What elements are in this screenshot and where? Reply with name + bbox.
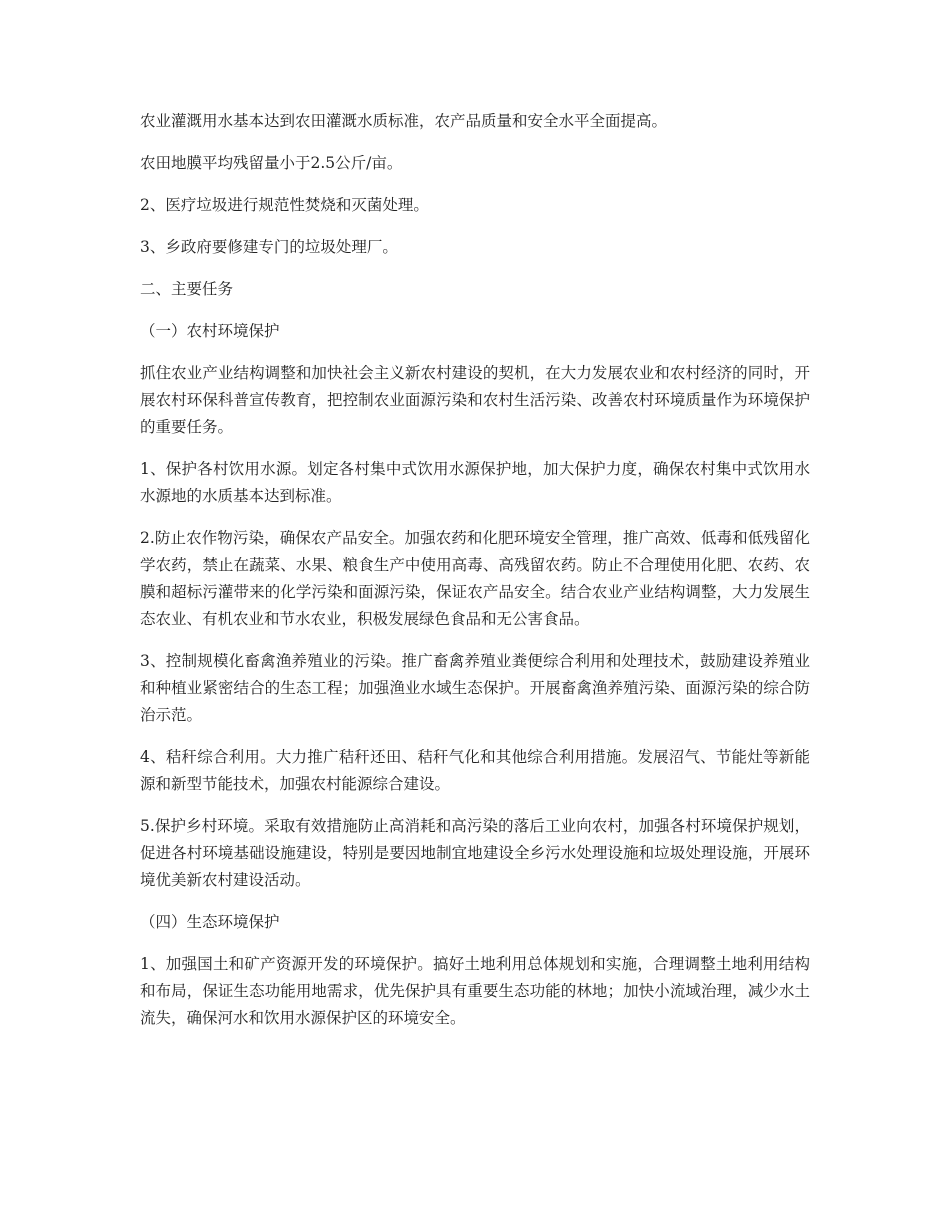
paragraph-medical-waste: 2、医疗垃圾进行规范性焚烧和灭菌处理。 (140, 196, 429, 214)
paragraph-livestock-pollution: 3、控制规模化畜禽渔养殖业的污染。推广畜禽养殖业粪便综合利用和处理技术，鼓励建设养殖业和种植业紧密结合的生态工程；加强渔业水域生态保护。开展畜禽渔养殖污染、面源污染的综合防治示范。 (140, 652, 810, 724)
paragraph-straw-utilization: 4、秸秆综合利用。大力推广秸秆还田、秸秆气化和其他综合利用措施。发展沼气、节能灶等新能源和新型节能技术，加强农村能源综合建设。 (140, 748, 810, 793)
paragraph-village-environment: 5.保护乡村环境。采取有效措施防止高消耗和高污染的落后工业向农村，加强各村环境保护规划，促进各村环境基础设施建设，特别是要因地制宜地建设全乡污水处理设施和垃圾处理设施，开展环境优美新农村建设活动。 (140, 817, 810, 889)
paragraph-waste-plant: 3、乡政府要修建专门的垃圾处理厂。 (140, 238, 398, 256)
paragraph-crop-pollution: 2.防止农作物污染，确保农产品安全。加强农药和化肥环境安全管理，推广高效、低毒和低残留化学农药，禁止在蔬菜、水果、粮食生产中使用高毒、高残留农药。防止不合理使用化肥、农药、农膜和超标污灌带来的化学污染和面源污染，保证农产品安全。结合农业产业结构调整，大力发展生态农业、有机农业和节水农业，积极发展绿色食品和无公害食品。 (140, 529, 810, 628)
paragraph-film-residue: 农田地膜平均残留量小于2.5公斤/亩。 (140, 154, 403, 172)
paragraph-irrigation-water: 农业灌溉用水基本达到农田灌溉水质标准，农产品质量和安全水平全面提高。 (140, 112, 668, 130)
subsection-heading-ecology: （四）生态环境保护 (140, 913, 280, 931)
paragraph-land-resources: 1、加强国土和矿产资源开发的环境保护。搞好土地利用总体规划和实施，合理调整土地利用结构和布局，保证生态功能用地需求，优先保护具有重要生态功能的林地；加快小流域治理，减少水土流失，确保河水和饮用水源保护区的环境安全。 (140, 955, 810, 1027)
paragraph-rural-intro: 抓住农业产业结构调整和加快社会主义新农村建设的契机，在大力发展农业和农村经济的同时，开展农村环保科普宣传教育，把控制农业面源污染和农村生活污染、改善农村环境质量作为环境保护的重要任务。 (140, 364, 810, 436)
document-body (140, 108, 810, 1047)
section-heading-main-tasks: 二、主要任务 (140, 280, 234, 298)
paragraph-drinking-water: 1、保护各村饮用水源。划定各村集中式饮用水源保护地，加大保护力度，确保农村集中式饮用水水源地的水质基本达到标准。 (140, 460, 810, 505)
subsection-heading-rural-environment: （一）农村环境保护 (140, 322, 280, 340)
